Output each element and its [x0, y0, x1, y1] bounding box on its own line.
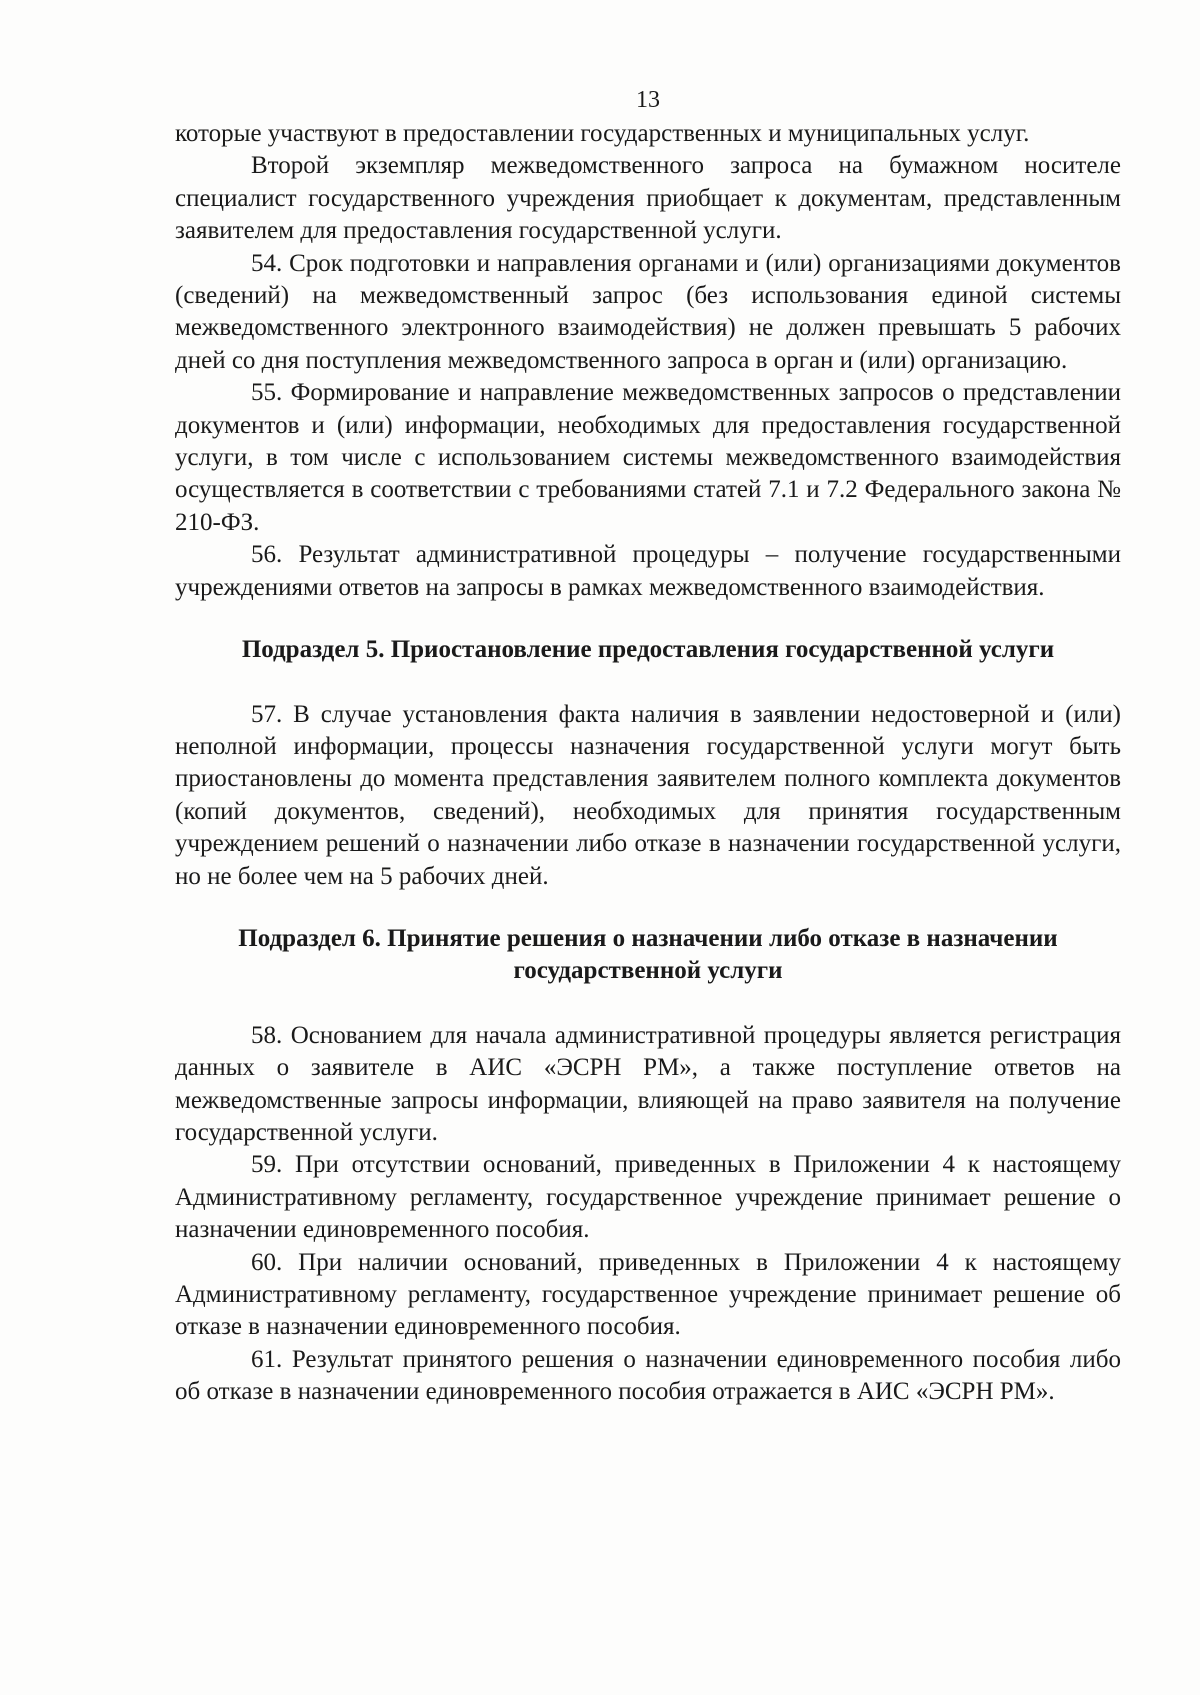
paragraph-60: 60. При наличии оснований, приведенных в Приложении 4 к настоящему Административному регламенту, государственное учреждение принимает решение об отказе в назначении единовременного пособия. — [175, 1248, 1121, 1341]
spacer — [175, 988, 1121, 1020]
document-body — [175, 84, 1121, 1409]
spacer — [175, 604, 1121, 634]
section-heading-6-line1: Подраздел 6. Принятие решения о назначении либо отказе в назначении — [238, 924, 1058, 952]
section-heading-5: Подраздел 5. Приостановление предоставления государственной услуги — [241, 636, 1055, 664]
paragraph-59: 59. При отсутствии оснований, приведенных в Приложении 4 к настоящему Административному регламенту, государственное учреждение принимает решение о назначении единовременного пособия. — [175, 1151, 1121, 1244]
spacer — [175, 893, 1121, 923]
page-number: 13 — [636, 87, 660, 113]
paragraph-56: 56. Результат административной процедуры – получение государственными учреждениями ответов на запросы в рамках межведомственного взаимодействия. — [175, 541, 1121, 601]
paragraph-61: 61. Результат принятого решения о назначении единовременного пособия либо об отказе в назначении единовременного пособия отражается в АИС «ЭСРН РМ». — [175, 1345, 1121, 1406]
paragraph-57: 57. В случае установления факта наличия в заявлении недостоверной и (или) неполной информации, процессы назначения государственной услуги могут быть приостановлены до момента представления заявителем полного комплекта документов (копий документов, сведений), необходимых для принятия государственным учреждением решений о назначении либо отказе в назначении государственной услуги, но не более чем на 5 рабочих дней. — [175, 700, 1121, 890]
spacer — [175, 667, 1121, 699]
paragraph-second-copy: Второй экземпляр межведомственного запроса на бумажном носителе специалист государственного учреждения приобщает к документам, представленным заявителем для предоставления государственной услуги. — [175, 152, 1121, 245]
paragraph-continuation: которые участвуют в предоставлении государственных и муниципальных услуг. — [175, 120, 1030, 147]
section-heading-6-line2: государственной услуги — [513, 957, 783, 985]
paragraph-54: 54. Срок подготовки и направления органами и (или) организациями документов (сведений) на межведомственный запрос (без использования единой системы межведомственного электронного взаимодействия) не должен превышать 5 рабочих дней со дня поступления межведомственного запроса в орган и (или) организацию. — [175, 249, 1121, 374]
paragraph-55: 55. Формирование и направление межведомственных запросов о представлении документов и (или) информации, необходимых для предоставления государственной услуги, в том числе с использованием системы межведомственного взаимодействия осуществляется в соответствии с требованиями статей 7.1 и 7.2 Федерального закона № 210-ФЗ. — [175, 379, 1121, 536]
paragraph-58: 58. Основанием для начала административной процедуры является регистрация данных о заявителе в АИС «ЭСРН РМ», а также поступление ответов на межведомственные запросы информации, влияющей на право заявителя на получение государственной услуги. — [175, 1021, 1121, 1146]
section-heading-6 — [175, 923, 1121, 988]
